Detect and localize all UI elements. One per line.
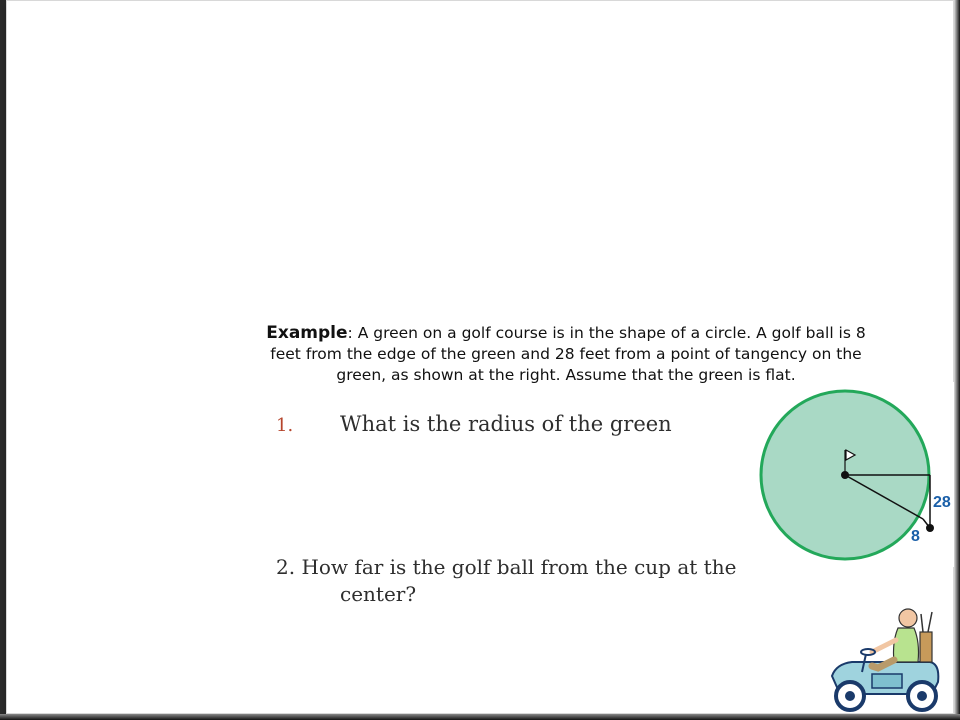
question-2-text: How far is the golf ball from the cup at the: [301, 555, 737, 579]
golf-green-diagram: [756, 382, 954, 567]
slide-bottom-edge: [0, 714, 960, 720]
question-1-text: What is the radius of the green: [340, 412, 672, 436]
golf-ball-point: [926, 524, 934, 532]
example-label: Example: [266, 323, 348, 343]
example-paragraph: [256, 323, 876, 386]
slide-right-edge: [954, 0, 960, 720]
question-2-number: 2.: [276, 555, 296, 579]
example-body: : A green on a golf course is in the shape of a circle. A golf ball is 8 feet from the edge of the green and 28 feet from a point of tangency on the green, as shown at the right. Assume that the green is flat.: [270, 324, 866, 384]
question-2-continuation: center?: [340, 582, 417, 606]
ball-distance-label: 8: [911, 528, 920, 545]
golfer-in-cart-icon: [822, 602, 952, 714]
question-1: [276, 412, 672, 436]
tangent-length-label: 28: [933, 494, 951, 511]
question-2: [276, 554, 756, 608]
question-1-number: 1.: [276, 415, 294, 436]
